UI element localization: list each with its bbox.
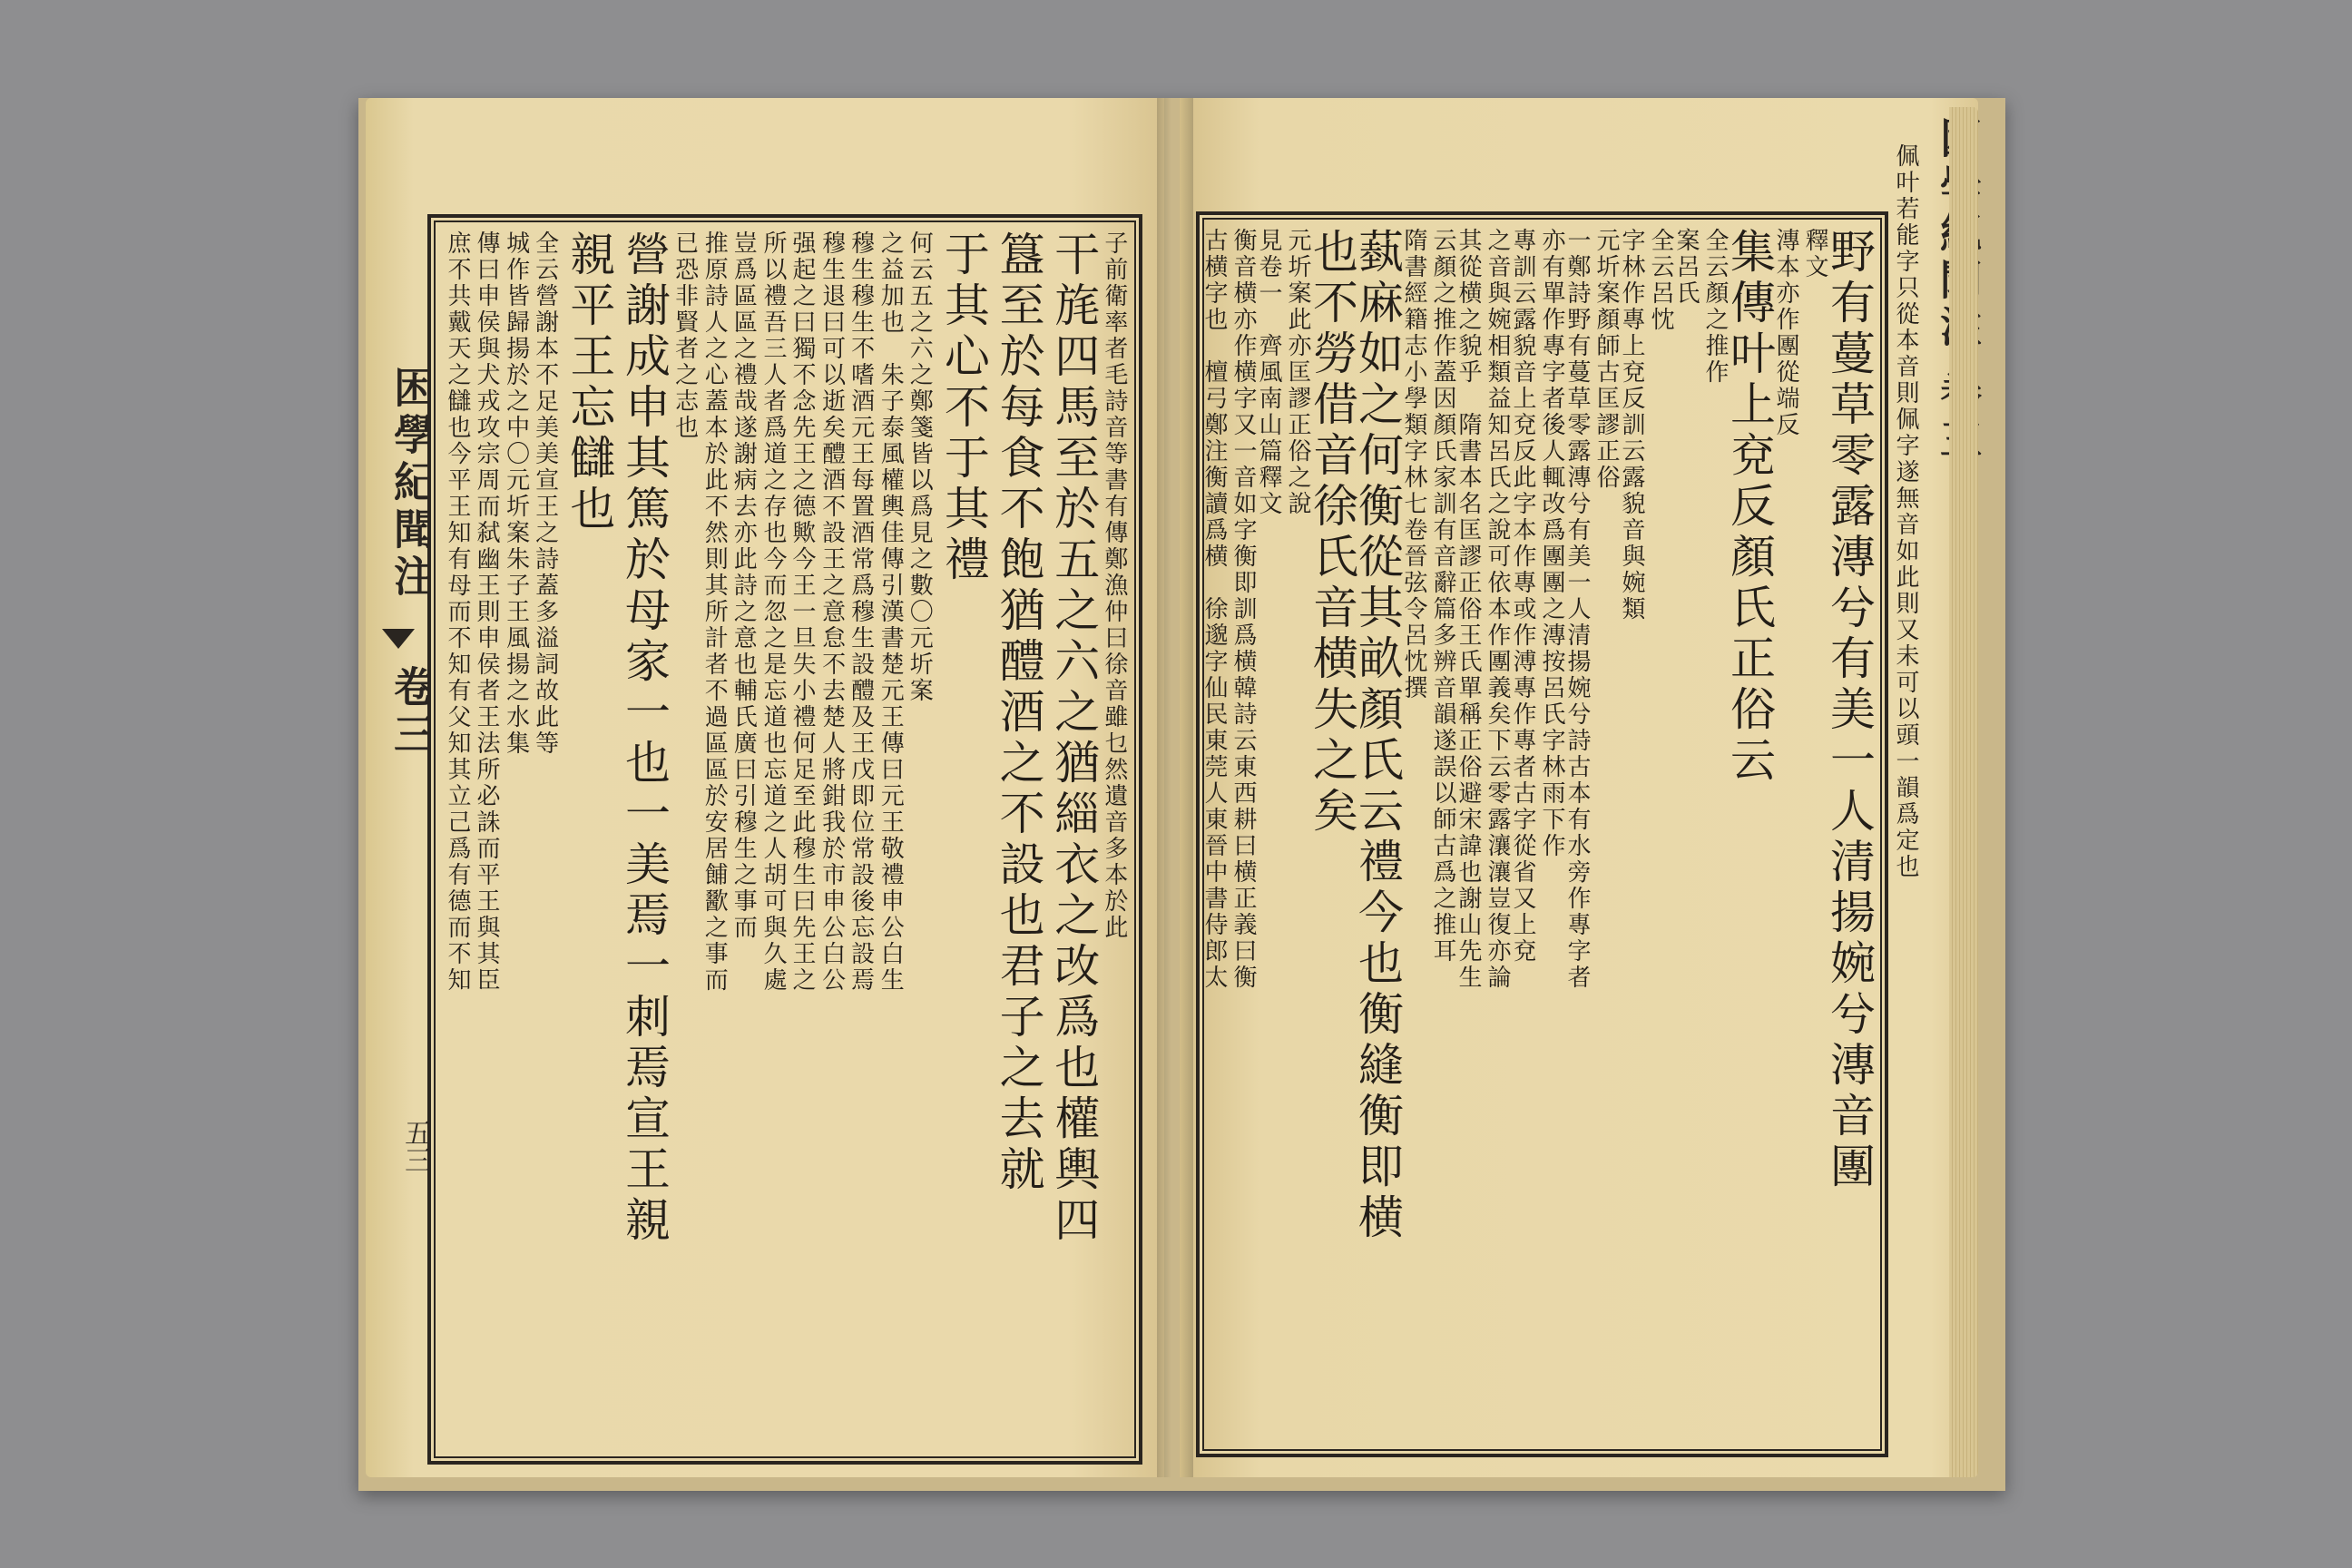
left-columns bbox=[444, 230, 1126, 1448]
left-commentary-column bbox=[760, 230, 814, 1448]
right-main-text-column: 蓺麻如之何衡從其畝顏氏云禮今也衡縫衡即横 bbox=[1351, 228, 1404, 1244]
left-commentary-line: 何云五之六之鄭箋皆以爲見之數〇元圻案 bbox=[906, 230, 934, 704]
right-commentary-column bbox=[1772, 228, 1827, 1441]
open-book bbox=[358, 98, 2005, 1491]
right-top-line: 佩叶若能字只從本音則佩字遂無音如此則又未可以頭一韻爲定也 bbox=[1892, 143, 1919, 880]
left-main-text-column: 親平王忘讎也 bbox=[563, 230, 616, 535]
left-commentary-line: 庶不共戴天之讎也今平王知有母而不知有父知其立己爲有德而不知 bbox=[444, 230, 471, 994]
right-commentary-line: 其從横之貌乎 隋書本名匡謬正俗王氏單稱正俗避宋諱也謝山先生 bbox=[1455, 228, 1482, 991]
left-commentary-line: 傳曰申侯與犬戎攻宗周而弑幽王則申侯者王法所必誅而平王與其臣 bbox=[473, 230, 500, 994]
left-commentary-line: 豈爲區區之禮哉遂謝病去亦此詩之意也輔氏廣曰引穆生之事而 bbox=[730, 230, 758, 941]
right-commentary-line: 元圻案此亦匡謬正俗之說 bbox=[1284, 228, 1311, 517]
right-main-text-column: 也不勞借音徐氏音横失之矣 bbox=[1306, 228, 1358, 838]
left-note-column: 已恐非賢者之志也 bbox=[671, 230, 699, 441]
right-columns bbox=[1200, 228, 1876, 1441]
right-commentary-line: 見卷一 齊風南山篇釋文 bbox=[1255, 228, 1282, 517]
right-commentary-line: 專訓云露貌音上兗反此字本作專或作溥專作專者古字從省又上兗 bbox=[1509, 228, 1536, 965]
left-commentary-column bbox=[444, 230, 498, 1448]
page-number: 五三 bbox=[399, 1119, 431, 1173]
left-commentary-column bbox=[877, 230, 934, 1448]
left-commentary-line: 强起之曰獨不念先王之德歟今王一旦失小禮何足至此穆生曰先王之 bbox=[788, 230, 816, 994]
right-commentary-line: 一鄭詩野有蔓草零露漙兮有美一人清揚婉兮詩古本有水旁作專字者 bbox=[1563, 228, 1591, 991]
right-commentary-line: 全云呂忱 bbox=[1647, 228, 1674, 333]
right-commentary-column bbox=[1509, 228, 1563, 1441]
left-margin-title: 困學紀聞注 bbox=[387, 366, 436, 602]
right-commentary-line: 全云顏之推作 bbox=[1701, 228, 1729, 386]
left-commentary-line: 城作皆歸揚於之中〇元圻案朱子王風揚之水集 bbox=[502, 230, 530, 757]
right-commentary-line: 元圻案顏師古匡謬正俗 bbox=[1592, 228, 1620, 491]
right-commentary-column bbox=[1563, 228, 1618, 1441]
page-edges bbox=[1949, 107, 1978, 1477]
right-commentary-line: 亦有單作專字者後人輒改爲團團之漙按呂氏字林雨下作 bbox=[1538, 228, 1565, 859]
right-commentary-column bbox=[1455, 228, 1509, 1441]
left-main-text-column: 營謝成申其篤於母家一也一美焉一刺焉宣王親 bbox=[617, 230, 671, 1247]
right-main-text-column: 野有蔓草零露漙兮有美一人清揚婉兮漙音團 bbox=[1823, 228, 1876, 1193]
right-commentary-column bbox=[1200, 228, 1255, 1441]
right-commentary-column bbox=[1618, 228, 1672, 1441]
right-text-frame bbox=[1196, 211, 1888, 1457]
right-commentary-line: 釋文 bbox=[1801, 228, 1828, 280]
left-commentary-line: 所以禮吾三人者爲道之存也今而忽之是忘道也忘道之人胡可與久處 bbox=[759, 230, 787, 994]
right-commentary-column bbox=[1672, 228, 1727, 1441]
right-page bbox=[1180, 98, 1978, 1477]
right-commentary-column bbox=[1400, 228, 1455, 1441]
left-commentary-line: 之益加也 朱子泰風權輿佳傳引漢書楚元王傳曰元王敬禮申公白生 bbox=[877, 230, 905, 994]
left-commentary-line: 穆生穆生不嗜酒元王每置酒常爲穆生設醴及王戊即位常設後忘設焉 bbox=[847, 230, 875, 994]
right-commentary-line: 之音與婉相類益知呂氏之說可依本作團義矣下云零露瀼瀼豈復亦論 bbox=[1484, 228, 1511, 991]
left-commentary-column bbox=[503, 230, 557, 1448]
book-spine bbox=[1157, 98, 1193, 1477]
left-commentary-column bbox=[701, 230, 758, 1448]
left-note-column: 子前衛率者毛詩音等書有傳鄭漁仲曰徐音雖乜然遺音多本於此 bbox=[1100, 230, 1128, 941]
right-commentary-line: 云顏之推作蓋因顏氏家訓有音辭篇多辨音韻遂誤以師古爲之推耳 bbox=[1429, 228, 1456, 965]
right-commentary-line: 漙本亦作團從端反 bbox=[1772, 228, 1799, 438]
left-main-text-column: 于其心不于其禮 bbox=[936, 230, 990, 586]
left-text-frame bbox=[427, 214, 1142, 1465]
left-commentary-line: 全云營謝本不足美美宣王之詩蓋多溢詞故此等 bbox=[531, 230, 559, 757]
right-commentary-line: 隋書經籍志小學類字林七卷晉弦令呂忱撰 bbox=[1400, 228, 1427, 701]
left-commentary-line: 推原詩人之心蓋本於此不然則其所計者不過區區於安居餔歠之事而 bbox=[701, 230, 729, 994]
left-commentary-line: 穆生退曰可以逝矣醴酒不設王之意怠不去楚人將鉗我於市申公白公 bbox=[818, 230, 846, 994]
right-commentary-line: 古横字也 檀弓鄭注衡讀爲横 徐邈字仙民東莞人東晉中書侍郎太 bbox=[1200, 228, 1228, 991]
right-commentary-column bbox=[1255, 228, 1309, 1441]
fish-tail-ornament bbox=[382, 629, 415, 654]
right-commentary-line: 字林作專上兗反訓云露貌音與婉類 bbox=[1618, 228, 1645, 622]
left-page bbox=[366, 98, 1164, 1477]
left-main-text-column: 簋至於每食不飽猶醴酒之不設也君子之去就 bbox=[992, 230, 1045, 1196]
right-commentary-line: 案呂氏 bbox=[1672, 228, 1700, 307]
left-margin-juan: 卷三 bbox=[387, 665, 436, 760]
right-commentary-line: 衡音横亦作横字又一音如字衡即訓爲横韓詩云東西耕曰横正義曰衡 bbox=[1230, 228, 1257, 991]
left-main-text-column: 干旄四馬至於五之六之猶緇衣之改爲也權輿四 bbox=[1047, 230, 1101, 1247]
right-main-text-column: 集傳叶上兗反顏氏正俗云 bbox=[1723, 228, 1776, 787]
left-commentary-column bbox=[818, 230, 873, 1448]
